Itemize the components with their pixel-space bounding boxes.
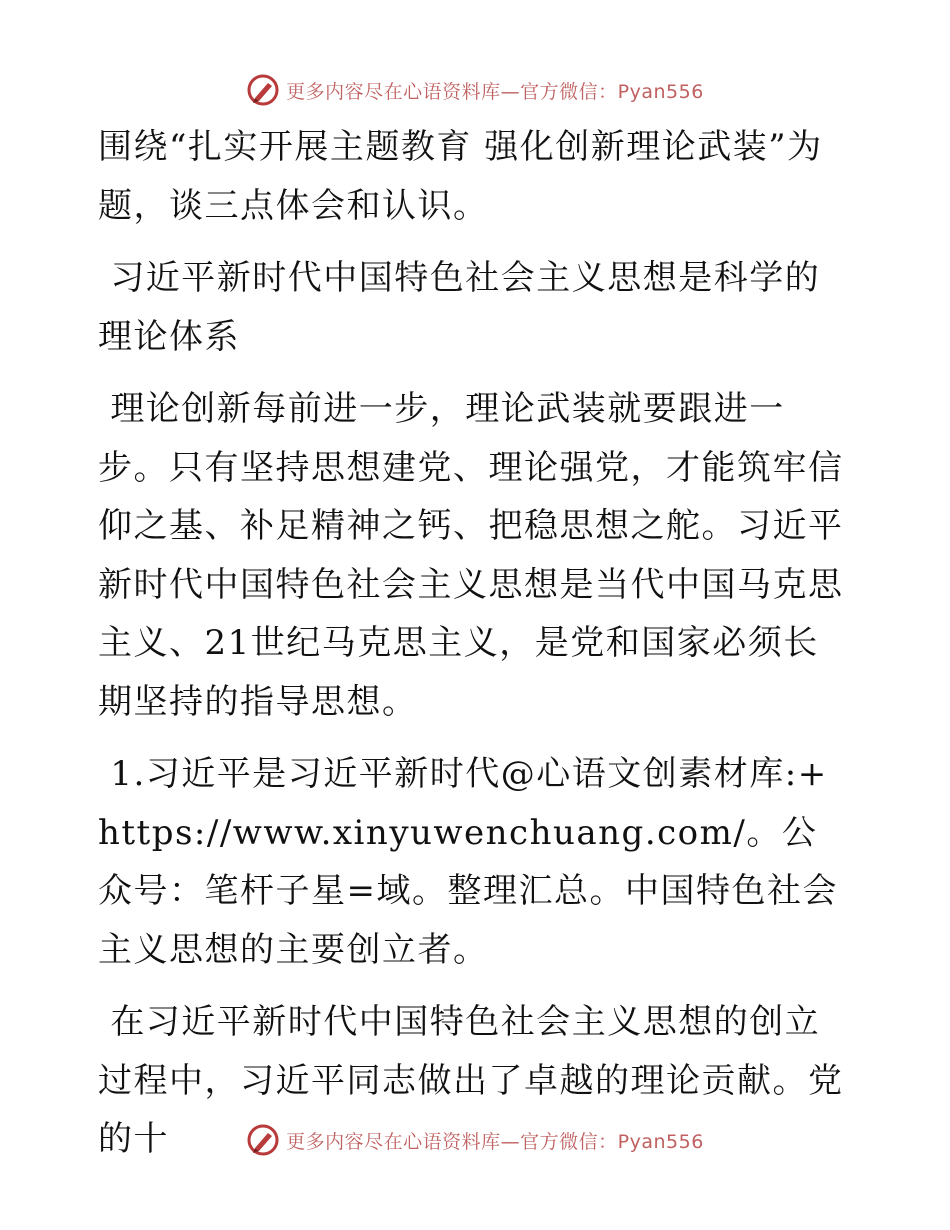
pen-circle-logo-icon [246,73,280,107]
header-banner [0,70,950,110]
paragraph-heading: 习近平新时代中国特色社会主义思想是科学的理论体系 [98,258,821,357]
paragraph-body-2: 在习近平新时代中国特色社会主义思想的创立过程中，习近平同志做出了卓越的理论贡献。党的十 [98,1002,844,1159]
footer-banner-text: 更多内容尽在心语资料库—官方微信：Pyan556 [286,1130,704,1153]
document-body [98,118,850,1183]
paragraph-title: 围绕“扎实开展主题教育 强化创新理论武装”为题，谈三点体会和认识。 [98,127,823,226]
paragraph-point-1: 1.习近平是习近平新时代@心语文创素材库:+https://www.xinyuwenchuang.com/。公众号：笔杆子星=域。整理汇总。中国特色社会主义思想的主要创立者。 [98,754,838,970]
footer-banner [0,1120,950,1160]
header-banner-text: 更多内容尽在心语资料库—官方微信：Pyan556 [286,80,704,103]
pen-circle-logo-icon [246,1123,280,1157]
paragraph-body: 理论创新每前进一步，理论武装就要跟进一步。只有坚持思想建党、理论强党，才能筑牢信仰之基、补足精神之钙、把稳思想之舵。习近平新时代中国特色社会主义思想是当代中国马克思主义、21世纪马克思主义，是党和国家必须长期坚持的指导思想。 [98,389,844,722]
